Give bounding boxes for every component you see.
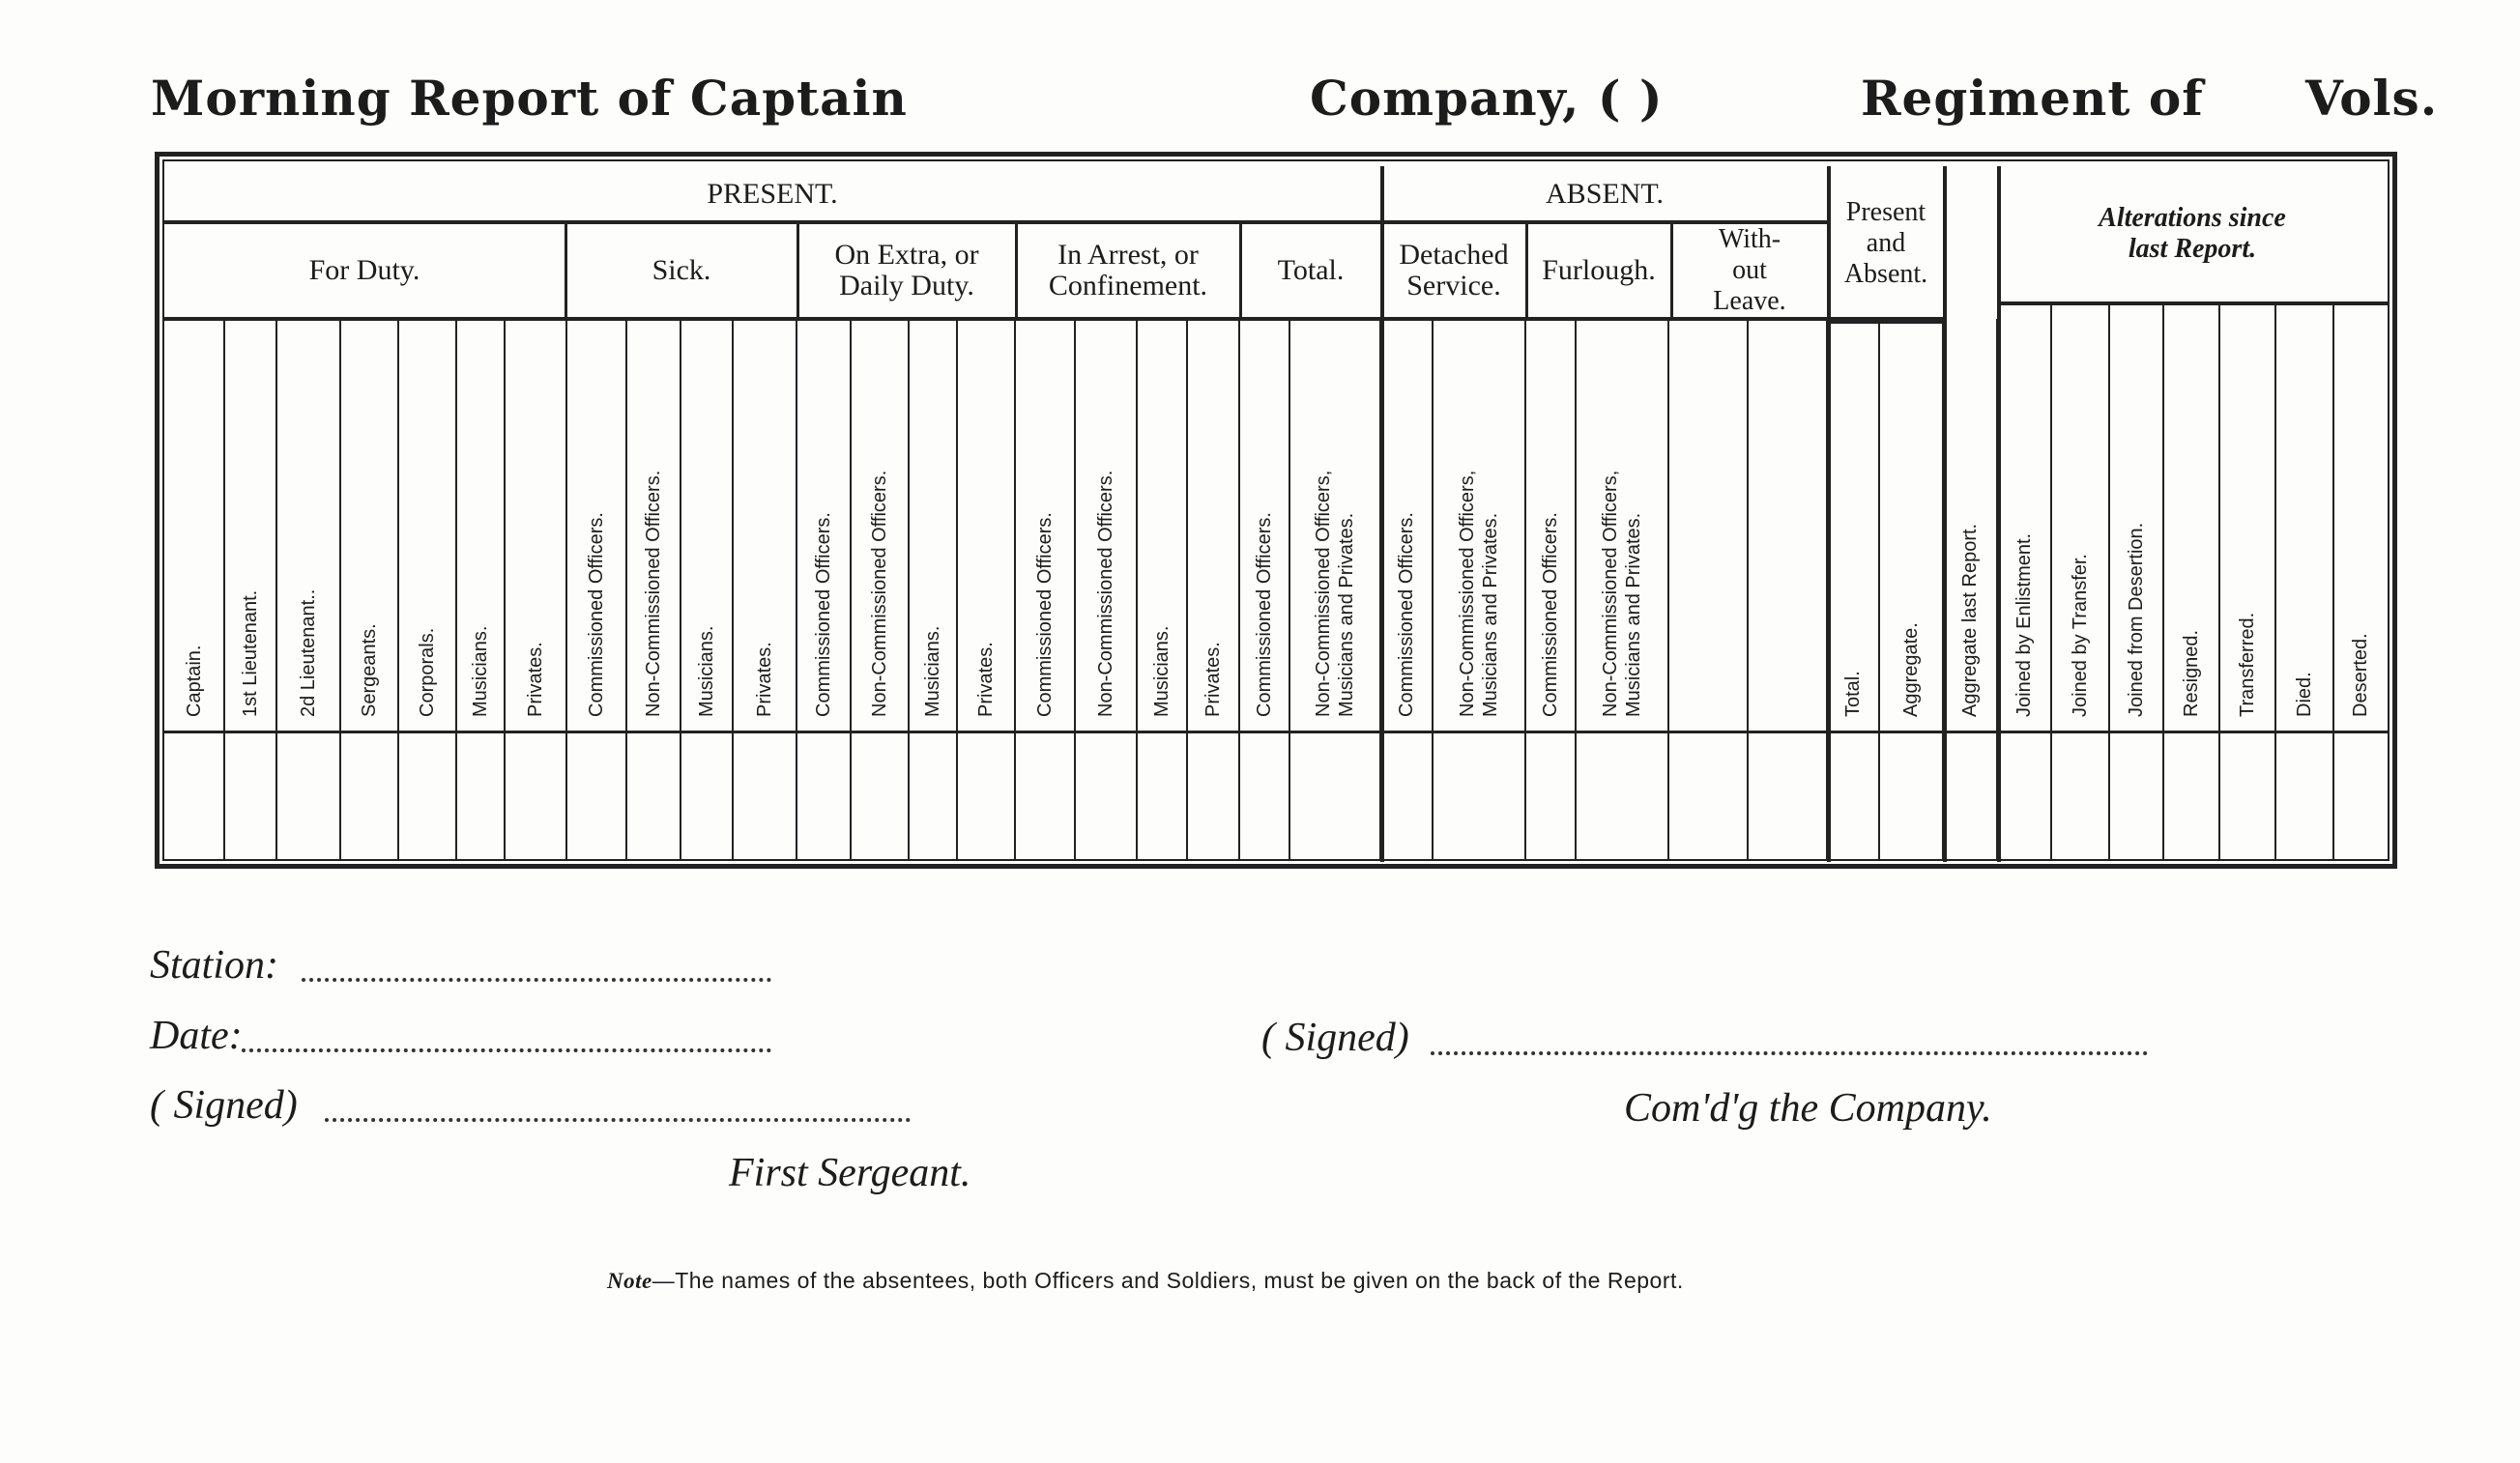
column-rule-16 [1136,319,1138,860]
column-rule-31 [2108,303,2110,860]
column-label: Commissioned Officers. [586,512,607,717]
vols-label: Vols. [2305,70,2439,127]
column-rule-21 [1432,319,1434,860]
column-rule-30 [2050,303,2052,860]
column-label: Joined from Desertion. [2126,522,2147,717]
detached-service-header: Detached Service. [1399,239,1509,301]
comdg-company-label: Com'd'g the Company. [1624,1086,1992,1131]
first-sergeant-label: First Sergeant. [729,1151,971,1195]
column-label: Non-Commissioned Officers, Musicians and Privates. [1600,470,1644,717]
absent-header: ABSENT. [1546,178,1664,210]
column-rule-2 [339,319,341,860]
column-rule-22 [1524,319,1526,860]
column-label: Captain. [184,645,205,717]
station-field[interactable] [302,978,771,982]
column-label: Commissioned Officers. [813,512,834,717]
present-and-absent-header: Present and Absent. [1843,197,1928,289]
column-label: Commissioned Officers. [1396,512,1417,717]
furlough-header: Furlough. [1542,254,1656,286]
column-label: Commissioned Officers. [1034,512,1056,717]
note-label: Note [607,1269,652,1293]
rule-labels-bottom [164,731,2388,733]
column-rule-28 [1942,319,1944,860]
column-label: Privates. [975,642,997,717]
column-rule-5 [504,319,506,860]
column-rule-33 [2218,303,2220,860]
column-label: Musicians. [470,625,491,717]
column-rule-3 [397,319,399,860]
column-rule-6 [565,319,567,860]
column-label: Musicians. [696,625,717,717]
column-rule-29 [1996,319,1998,860]
column-rule-14 [1014,319,1016,860]
column-rule-26 [1826,319,1828,860]
column-label: Privates. [1202,642,1224,717]
arrest-header: In Arrest, or Confinement. [1048,239,1208,301]
column-rule-25 [1747,319,1749,860]
column-rule-11 [850,319,852,860]
column-label: Resigned. [2181,629,2202,717]
column-rule-32 [2162,303,2164,860]
column-label: Joined by Enlistment. [2013,532,2035,717]
column-rule-12 [908,319,910,860]
column-label: Deserted. [2350,633,2371,717]
signed-right-label: ( Signed) [1261,1016,1409,1060]
captain-signature-field[interactable] [1431,1051,2148,1055]
company-label: Company, ( ) [1310,70,1664,127]
rule-alterations [1997,301,2388,305]
column-label: Non-Commissioned Officers, Musicians and Privates. [1313,470,1357,717]
column-rule-20 [1379,319,1381,860]
column-label: Commissioned Officers. [1254,512,1275,717]
extra-duty-header: On Extra, or Daily Duty. [834,239,979,301]
column-label: Transferred. [2237,612,2258,717]
column-rule-7 [625,319,627,860]
column-label: Died. [2294,672,2315,717]
date-label: Date: [150,1014,243,1058]
column-label: Non-Commissioned Officers, Musicians and Privates. [1457,470,1501,717]
date-field[interactable] [242,1048,771,1052]
column-rule-13 [956,319,958,860]
without-leave-header: With- out Leave. [1713,224,1786,316]
column-rule-8 [680,319,681,860]
report-title: Morning Report of Captain [151,70,908,127]
column-label: Corporals. [417,627,438,717]
for-duty-header: For Duty. [308,254,420,286]
column-rule-24 [1667,319,1669,860]
sergeant-signature-field[interactable] [325,1118,911,1122]
note-body: —The names of the absentees, both Officers and Soldiers, must be given on the back of the Report. [652,1268,1684,1293]
column-label: Aggregate last Report. [1959,523,1981,717]
total-header: Total. [1277,254,1345,286]
column-label: 2d Lieutenant.. [298,588,319,717]
sick-header: Sick. [652,254,711,286]
column-label: Aggregate. [1900,622,1922,717]
note-text [607,1268,1684,1294]
column-rule-18 [1238,319,1240,860]
column-rule-17 [1186,319,1188,860]
column-rule-0 [223,319,225,860]
column-label: Musicians. [922,625,943,717]
column-rule-1 [275,319,277,860]
signed-left-label: ( Signed) [150,1083,298,1128]
column-rule-35 [2332,303,2334,860]
column-rule-10 [796,319,797,860]
column-rule-4 [455,319,457,860]
column-rule-23 [1575,319,1577,860]
present-header: PRESENT. [707,178,838,210]
column-label: 1st Lieutenant. [240,589,261,717]
column-label: Non-Commissioned Officers. [1095,470,1116,717]
regiment-label: Regiment of [1861,70,2204,127]
column-label: Privates. [525,642,546,717]
column-label: Privates. [754,642,775,717]
column-rule-15 [1074,319,1076,860]
column-label: Commissioned Officers. [1540,512,1561,717]
column-rule-19 [1289,319,1290,860]
column-label: Total. [1842,671,1864,717]
column-label: Musicians. [1151,625,1173,717]
column-rule-27 [1878,323,1880,860]
column-label: Non-Commissioned Officers. [643,470,664,717]
alterations-header: Alterations since last Report. [2099,203,2286,264]
column-label: Sergeants. [359,623,380,717]
column-rule-34 [2274,303,2276,860]
column-rule-9 [732,319,734,860]
station-label: Station: [150,943,278,988]
column-label: Joined by Transfer. [2070,554,2091,717]
column-label: Non-Commissioned Officers. [869,470,890,717]
